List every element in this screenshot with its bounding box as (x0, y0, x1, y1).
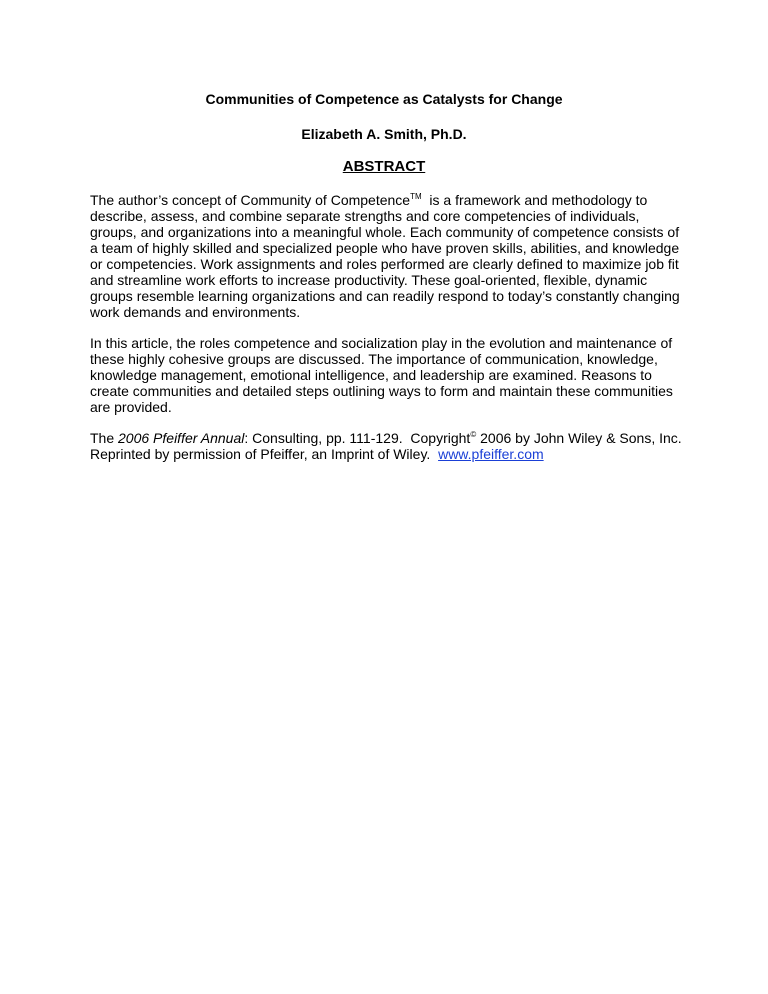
publication-title: 2006 Pfeiffer Annual (118, 430, 245, 446)
text-line: knowledge management, emotional intelligence, and leadership are examined. Reasons to (90, 367, 652, 383)
text-line: are provided. (90, 399, 172, 415)
text-line: a team of highly skilled and specialized people who have proven skills, abilities, and knowledge (90, 240, 680, 256)
text-line: describe, assess, and combine separate strengths and core competencies of individuals, (90, 208, 640, 224)
text-line: or competencies. Work assignments and roles performed are clearly defined to maximize job fit (90, 256, 679, 272)
text-segment: is a framework and methodology to (421, 192, 648, 208)
copyright-superscript: © (470, 430, 477, 439)
text-line: In this article, the roles competence and socialization play in the evolution and maintenance of (90, 335, 673, 351)
text-segment: Reprinted by permission of Pfeiffer, an Imprint of Wiley. (90, 446, 439, 462)
document-title: Communities of Competence as Catalysts for Change (205, 91, 563, 107)
trademark-superscript: TM (410, 192, 422, 201)
abstract-paragraph-1 (90, 192, 690, 320)
text-line (90, 446, 690, 462)
text-line: groups resemble learning organizations and can readily respond to today’s constantly changing (90, 288, 680, 304)
text-line: groups, and organizations into a meaningful whole. Each community of competence consists of (90, 224, 680, 240)
text-line (90, 192, 690, 208)
text-segment: The (90, 430, 119, 446)
abstract-heading: ABSTRACT (342, 158, 426, 175)
text-line: work demands and environments. (90, 304, 301, 320)
text-segment: : Consulting, pp. 111-129. Copyright (244, 430, 471, 446)
text-segment: The author’s concept of Community of Competence (90, 192, 411, 208)
text-line (90, 430, 690, 446)
text-line: these highly cohesive groups are discussed. The importance of communication, knowledge, (90, 351, 658, 367)
text-segment: 2006 by John Wiley & Sons, Inc. (476, 430, 682, 446)
text-line: create communities and detailed steps outlining ways to form and maintain these communities (90, 383, 673, 399)
pfeiffer-website-link[interactable]: www.pfeiffer.com (438, 446, 544, 462)
author-name: Elizabeth A. Smith, Ph.D. (301, 126, 467, 142)
abstract-paragraph-2 (90, 335, 690, 415)
text-line: and streamline work efforts to increase productivity. These goal-oriented, flexible, dynamic (90, 272, 648, 288)
citation-paragraph (90, 430, 690, 462)
